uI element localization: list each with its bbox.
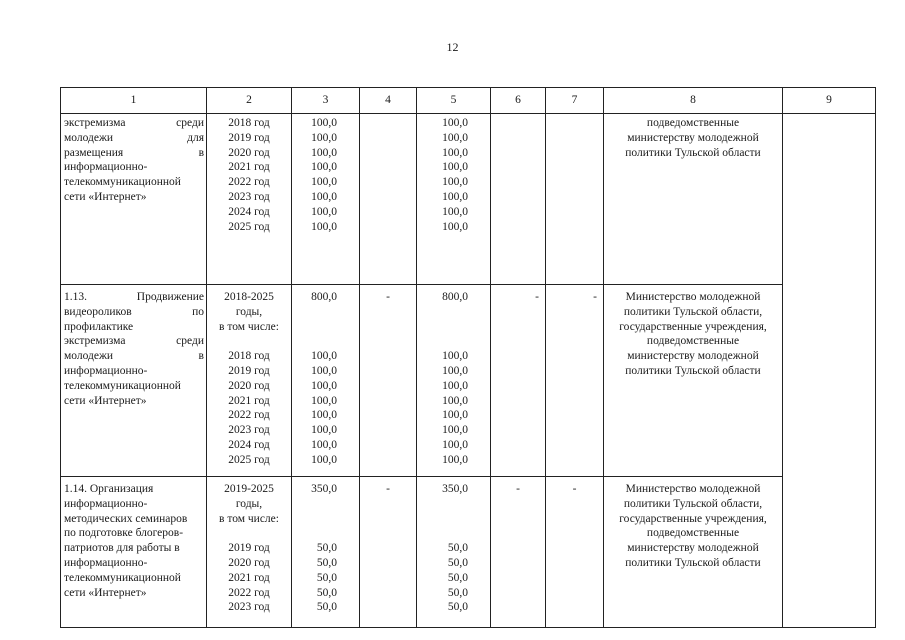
activity-line: информационно- — [64, 556, 148, 569]
amount-cell-col4 — [360, 114, 417, 285]
activity-line: 1.14. Организация — [64, 483, 154, 495]
amount-value: 100,0 — [442, 220, 468, 233]
amount-value: 100,0 — [442, 146, 468, 159]
executor-line: политики Тульской области, — [623, 497, 763, 510]
activity-line: 1.13. Продвижение — [64, 291, 204, 303]
executor-line: политики Тульской области — [625, 146, 761, 159]
amount-cell-col6: - — [491, 285, 546, 477]
activity-line: молодежи в — [64, 350, 204, 363]
amount-value: 50,0 — [316, 556, 337, 569]
year-line: 2020 год — [228, 556, 270, 569]
year-line: 2025 год — [228, 453, 270, 466]
amount-cell-col5 — [417, 114, 491, 285]
amount-value: 100,0 — [311, 394, 337, 407]
amount-value: 100,0 — [311, 379, 337, 392]
executor-line: подведомственные — [646, 335, 740, 348]
result-cell — [783, 114, 876, 628]
activity-line: размещения в — [64, 146, 204, 159]
period-total-line: годы, — [235, 305, 263, 318]
amount-value: 50,0 — [447, 556, 468, 569]
amount-value: 100,0 — [442, 379, 468, 392]
table-row — [61, 285, 876, 477]
amount-value: 100,0 — [311, 117, 337, 129]
table-row — [61, 477, 876, 628]
amount-value: 100,0 — [311, 146, 337, 159]
amount-value: 50,0 — [316, 586, 337, 599]
amount-cell-col7: - — [546, 285, 604, 477]
amount-value: 100,0 — [442, 424, 468, 437]
amount-cell-col3 — [292, 114, 360, 285]
year-line: 2019 год — [228, 542, 270, 555]
amount-value: 100,0 — [311, 220, 337, 233]
amount-value: 100,0 — [442, 409, 468, 422]
executor-line: подведомственные — [646, 117, 740, 129]
amount-total: 350,0 — [442, 483, 468, 495]
activity-line: информационно- — [64, 161, 148, 174]
amount-cell-col7: - — [546, 477, 604, 628]
activity-line: молодежи для — [64, 131, 204, 144]
amount-value: 100,0 — [311, 131, 337, 144]
page-number: 12 — [446, 40, 459, 54]
amount-value: 100,0 — [311, 176, 337, 189]
col-header-7: 7 — [546, 88, 604, 114]
amount-cell-col5 — [417, 477, 491, 628]
executor-cell — [604, 285, 783, 477]
amount-value: 100,0 — [311, 350, 337, 363]
executor-line: Министерство молодежной — [625, 291, 761, 303]
year-line: 2025 год — [228, 220, 270, 233]
amount-cell-col3 — [292, 477, 360, 628]
activity-line: экстремизма среди — [64, 117, 204, 129]
year-line: 2019 год — [228, 364, 270, 377]
amount-cell-col7 — [546, 114, 604, 285]
amount-total: 800,0 — [442, 291, 468, 303]
col-header-2: 2 — [207, 88, 292, 114]
executor-line: подведомственные — [646, 527, 740, 540]
amount-value: 50,0 — [316, 571, 337, 584]
year-line: 2020 год — [228, 146, 270, 159]
col-header-1: 1 — [61, 88, 207, 114]
col-header-5: 5 — [417, 88, 491, 114]
amount-value: 100,0 — [442, 190, 468, 203]
amount-value: 100,0 — [442, 117, 468, 129]
activity-line: методических семинаров — [64, 512, 188, 525]
amount-value: 50,0 — [316, 542, 337, 555]
year-line: 2022 год — [228, 586, 270, 599]
activity-cell — [61, 477, 207, 628]
amount-cell-col4: - — [360, 285, 417, 477]
amount-value: 100,0 — [442, 453, 468, 466]
year-line: 2023 год — [228, 601, 270, 614]
amount-cell-col4: - — [360, 477, 417, 628]
activity-line: патриотов для работы в — [64, 542, 180, 555]
program-table — [60, 87, 876, 628]
amount-value: 100,0 — [311, 161, 337, 174]
amount-value: 100,0 — [311, 205, 337, 218]
amount-value: 50,0 — [316, 601, 337, 614]
executor-line: политики Тульской области — [625, 364, 761, 377]
executor-line: политики Тульской области, — [623, 305, 763, 318]
amount-value: 100,0 — [442, 438, 468, 451]
amount-cell-col6: - — [491, 477, 546, 628]
year-line: 2023 год — [228, 190, 270, 203]
col-header-9: 9 — [783, 88, 876, 114]
amount-value: 100,0 — [442, 161, 468, 174]
amount-cell-col6 — [491, 114, 546, 285]
activity-line: экстремизма среди — [64, 335, 204, 348]
period-total-line: в том числе: — [219, 512, 279, 525]
period-cell — [207, 114, 292, 285]
amount-value: 50,0 — [447, 542, 468, 555]
table-row — [61, 114, 876, 285]
executor-line: министерству молодежной — [627, 542, 759, 555]
year-line: 2019 год — [228, 131, 270, 144]
amount-cell-col3 — [292, 285, 360, 477]
year-line: 2024 год — [228, 438, 270, 451]
executor-line: государственные учреждения, — [619, 512, 767, 525]
col-header-8: 8 — [604, 88, 783, 114]
amount-value: 50,0 — [447, 601, 468, 614]
amount-value: 100,0 — [311, 190, 337, 203]
col-header-4: 4 — [360, 88, 417, 114]
activity-line: видеороликов по — [64, 305, 204, 318]
amount-value: 100,0 — [311, 364, 337, 377]
year-line: 2023 год — [228, 424, 270, 437]
header-row — [61, 88, 876, 114]
period-total-line: в том числе: — [219, 320, 279, 333]
amount-value: 100,0 — [311, 424, 337, 437]
executor-cell — [604, 114, 783, 285]
year-line: 2021 год — [228, 394, 270, 407]
executor-line: министерству молодежной — [627, 131, 759, 144]
period-cell — [207, 285, 292, 477]
amount-value: 100,0 — [442, 350, 468, 363]
year-line: 2021 год — [228, 161, 270, 174]
period-total-line: 2019-2025 — [224, 483, 274, 495]
activity-line: информационно- — [64, 497, 148, 510]
year-line: 2024 год — [228, 205, 270, 218]
amount-value: 100,0 — [442, 364, 468, 377]
activity-line: телекоммуникационной — [64, 176, 181, 189]
year-line: 2020 год — [228, 379, 270, 392]
activity-line: сети «Интернет» — [64, 394, 147, 407]
amount-value: 50,0 — [447, 571, 468, 584]
amount-total: 350,0 — [311, 483, 337, 495]
col-header-3: 3 — [292, 88, 360, 114]
col-header-6: 6 — [491, 88, 546, 114]
executor-cell — [604, 477, 783, 628]
executor-line: министерству молодежной — [627, 350, 759, 363]
year-line: 2021 год — [228, 571, 270, 584]
amount-value: 100,0 — [442, 176, 468, 189]
amount-cell-col5 — [417, 285, 491, 477]
year-line: 2022 год — [228, 176, 270, 189]
amount-value: 100,0 — [311, 409, 337, 422]
executor-line: государственные учреждения, — [619, 320, 767, 333]
activity-line: сети «Интернет» — [64, 190, 147, 203]
activity-line: телекоммуникационной — [64, 379, 181, 392]
executor-line: Министерство молодежной — [625, 483, 761, 495]
amount-value: 100,0 — [442, 205, 468, 218]
activity-cell — [61, 114, 207, 285]
amount-value: 100,0 — [311, 453, 337, 466]
year-line: 2018 год — [228, 117, 270, 129]
activity-line: информационно- — [64, 364, 148, 377]
amount-value: 100,0 — [442, 131, 468, 144]
period-total-line: годы, — [235, 497, 263, 510]
activity-line: сети «Интернет» — [64, 586, 147, 599]
activity-cell — [61, 285, 207, 477]
activity-line: телекоммуникационной — [64, 571, 181, 584]
amount-value: 50,0 — [447, 586, 468, 599]
executor-line: политики Тульской области — [625, 556, 761, 569]
activity-line: по подготовке блогеров- — [64, 527, 184, 540]
period-total-line: 2018-2025 — [224, 291, 274, 303]
amount-total: 800,0 — [311, 291, 337, 303]
amount-value: 100,0 — [442, 394, 468, 407]
year-line: 2018 год — [228, 350, 270, 363]
year-line: 2022 год — [228, 409, 270, 422]
activity-line: профилактике — [64, 320, 134, 333]
period-cell — [207, 477, 292, 628]
amount-value: 100,0 — [311, 438, 337, 451]
